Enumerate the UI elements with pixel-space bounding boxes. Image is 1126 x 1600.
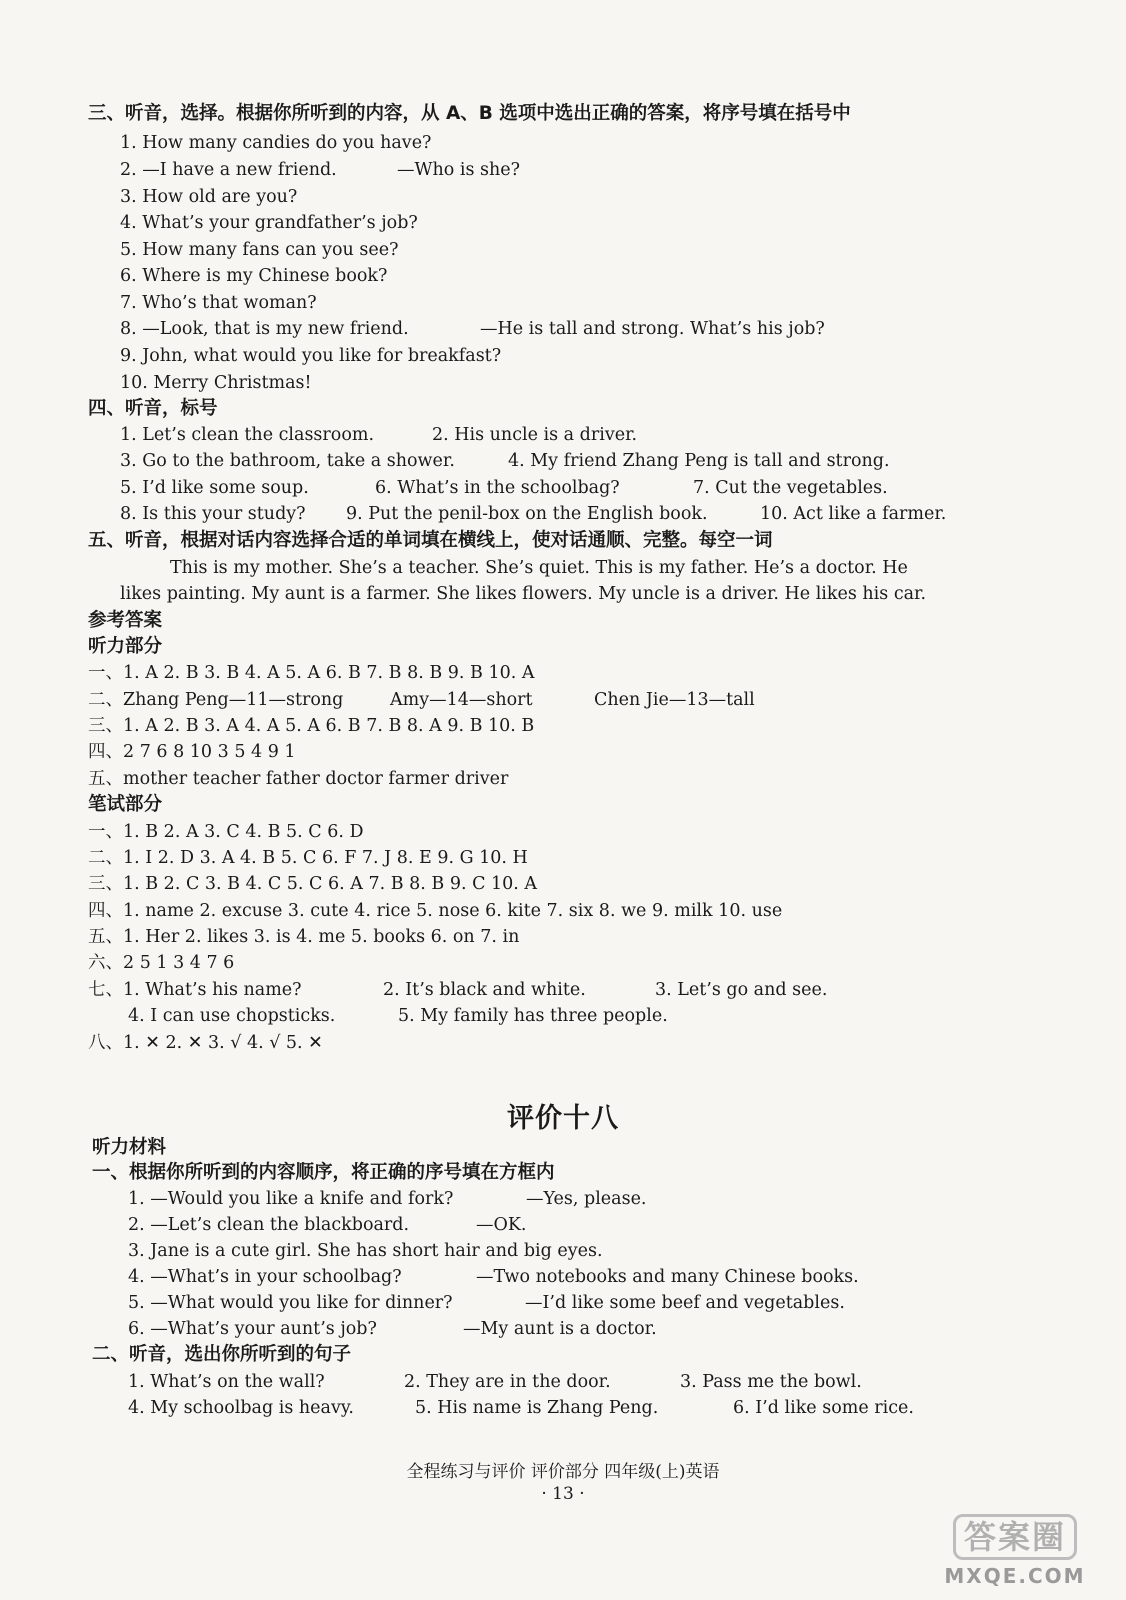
eval18-e4: 4. My schoolbag is heavy. [128, 1398, 354, 1418]
answer-written-6: 六、2 5 1 3 4 7 6 [88, 953, 235, 973]
eval18-e5: 5. His name is Zhang Peng. [415, 1398, 659, 1418]
eval18-title: 评价十八 [507, 1103, 619, 1134]
answers-heading: 参考答案 [88, 610, 163, 631]
written-heading: 笔试部分 [88, 794, 163, 815]
answer-listening-5: 五、mother teacher father doctor farmer driver [88, 769, 509, 789]
section3-q9: 9. John, what would you like for breakfast? [120, 346, 502, 366]
section5-heading: 五、听音，根据对话内容选择合适的单词填在横线上，使对话通顺、完整。每空一词 [88, 530, 773, 551]
eval18-part1-heading: 一、根据你所听到的内容顺序，将正确的序号填在方框内 [92, 1162, 555, 1183]
eval18-d2a: 2. —Let’s clean the blackboard. [128, 1215, 410, 1235]
answer-listening-2c: Chen Jie—13—tall [594, 690, 755, 710]
eval18-d4b: —Two notebooks and many Chinese books. [476, 1267, 859, 1287]
section4-s8: 8. Is this your study? [120, 504, 306, 524]
answer-listening-2a: 二、Zhang Peng—11—strong [88, 690, 344, 710]
eval18-d1b: —Yes, please. [526, 1189, 647, 1209]
section3-q3: 3. How old are you? [120, 187, 298, 207]
section4-s5: 5. I’d like some soup. [120, 478, 309, 498]
section3-q5: 5. How many fans can you see? [120, 240, 399, 260]
section5-passage-line2: likes painting. My aunt is a farmer. She likes flowers. My uncle is a driver. He likes his car. [120, 584, 927, 604]
watermark-logo [920, 1510, 1110, 1592]
section3-q7: 7. Who’s that woman? [120, 293, 317, 313]
section4-s9: 9. Put the penil-box on the English book. [346, 504, 708, 524]
answer-listening-2b: Amy—14—short [390, 690, 533, 710]
answer-written-5: 五、1. Her 2. likes 3. is 4. me 5. books 6. on 7. in [88, 927, 520, 947]
answer-listening-4: 四、2 7 6 8 10 3 5 4 9 1 [88, 742, 296, 762]
page-number: · 13 · [541, 1484, 585, 1504]
section4-heading: 四、听音，标号 [88, 398, 218, 419]
section4-s4: 4. My friend Zhang Peng is tall and strong. [508, 451, 890, 471]
answer-listening-3: 三、1. A 2. B 3. A 4. A 5. A 6. B 7. B 8. A 9. B 10. B [88, 716, 535, 736]
section4-s7: 7. Cut the vegetables. [693, 478, 888, 498]
section3-q6: 6. Where is my Chinese book? [120, 266, 388, 286]
eval18-e1: 1. What’s on the wall? [128, 1372, 325, 1392]
section3-heading: 三、听音，选择。根据你所听到的内容，从 A、B 选项中选出正确的答案，将序号填在括号中 [88, 103, 851, 124]
section4-s2: 2. His uncle is a driver. [432, 425, 638, 445]
section3-q10: 10. Merry Christmas! [120, 373, 312, 393]
footer-line: 全程练习与评价 评价部分 四年级(上)英语 [406, 1462, 720, 1482]
eval18-d4a: 4. —What’s in your schoolbag? [128, 1267, 402, 1287]
eval18-d1a: 1. —Would you like a knife and fork? [128, 1189, 454, 1209]
section3-q8a: 8. —Look, that is my new friend. [120, 319, 409, 339]
watermark-bottom: MXQE.COM [944, 1564, 1086, 1588]
eval18-part2-heading: 二、听音，选出你所听到的句子 [92, 1344, 352, 1365]
eval18-e3: 3. Pass me the bowl. [680, 1372, 862, 1392]
answer-listening-1: 一、1. A 2. B 3. B 4. A 5. A 6. B 7. B 8. B 9. B 10. A [88, 663, 535, 683]
answer-written-3: 三、1. B 2. C 3. B 4. C 5. C 6. A 7. B 8. B 9. C 10. A [88, 874, 538, 894]
section5-passage-line1: This is my mother. She’s a teacher. She’s quiet. This is my father. He’s a doctor. He [170, 558, 908, 578]
eval18-d2b: —OK. [476, 1215, 527, 1235]
section4-s10: 10. Act like a farmer. [760, 504, 947, 524]
answer-written-8: 八、1. ✕ 2. ✕ 3. √ 4. √ 5. ✕ [88, 1033, 323, 1053]
answer-written-7c: 3. Let’s go and see. [655, 980, 828, 1000]
answer-written-7e: 5. My family has three people. [398, 1006, 668, 1026]
answer-written-7b: 2. It’s black and white. [383, 980, 586, 1000]
watermark-top: 答案圈 [953, 1514, 1077, 1560]
eval18-d6a: 6. —What’s your aunt’s job? [128, 1319, 377, 1339]
eval18-d6b: —My aunt is a doctor. [463, 1319, 657, 1339]
eval18-material-heading: 听力材料 [92, 1137, 167, 1158]
eval18-e6: 6. I’d like some rice. [733, 1398, 914, 1418]
eval18-d3: 3. Jane is a cute girl. She has short hair and big eyes. [128, 1241, 603, 1261]
answer-written-7d: 4. I can use chopsticks. [128, 1006, 336, 1026]
eval18-e2: 2. They are in the door. [404, 1372, 611, 1392]
eval18-d5b: —I’d like some beef and vegetables. [525, 1293, 845, 1313]
eval18-d5a: 5. —What would you like for dinner? [128, 1293, 453, 1313]
section3-q1: 1. How many candies do you have? [120, 133, 432, 153]
answer-written-1: 一、1. B 2. A 3. C 4. B 5. C 6. D [88, 822, 364, 842]
listening-heading: 听力部分 [88, 636, 163, 657]
answer-written-4: 四、1. name 2. excuse 3. cute 4. rice 5. nose 6. kite 7. six 8. we 9. milk 10. use [88, 901, 783, 921]
section3-q8b: —He is tall and strong. What’s his job? [480, 319, 825, 339]
answer-written-7a: 七、1. What’s his name? [88, 980, 302, 1000]
section4-s3: 3. Go to the bathroom, take a shower. [120, 451, 455, 471]
section4-s1: 1. Let’s clean the classroom. [120, 425, 375, 445]
section3-q2a: 2. —I have a new friend. [120, 160, 337, 180]
section3-q4: 4. What’s your grandfather’s job? [120, 213, 418, 233]
section4-s6: 6. What’s in the schoolbag? [375, 478, 620, 498]
section3-q2b: —Who is she? [397, 160, 520, 180]
answer-written-2: 二、1. I 2. D 3. A 4. B 5. C 6. F 7. J 8. E 9. G 10. H [88, 848, 528, 868]
